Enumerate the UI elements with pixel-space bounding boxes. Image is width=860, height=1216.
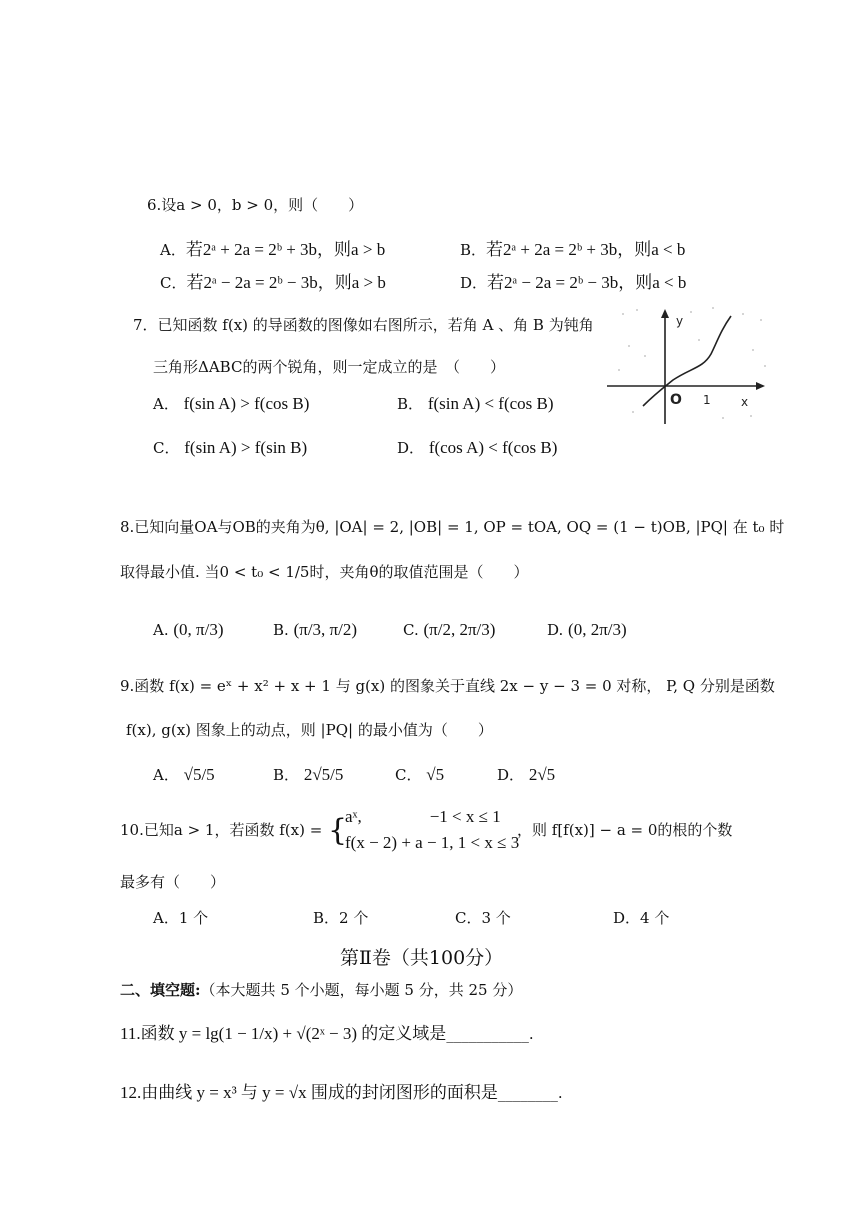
option-letter: A． [153,766,179,784]
option-text: 2√5/5 [303,765,344,784]
q9-option-c [395,765,444,785]
tick-label-1: 1 [703,393,711,407]
q11 [120,1024,534,1044]
option-text: (π/2, 2π/3) [423,620,496,639]
q6-option-c [160,273,386,293]
q10-piece2: f(x − 2) + a − 1, 1 < x ≤ 3 [345,833,520,852]
option-text: f(cos A) < f(cos B) [428,438,558,457]
origin-label: O [670,392,682,408]
option-text: 若2ᵃ − 2a = 2ᵇ − 3b，则a > b [186,273,386,292]
q7-option-d [397,438,557,458]
option-letter: C． [153,439,180,457]
q8-option-d [547,620,627,640]
section-title: 第Ⅱ卷（共100分） [340,947,504,969]
option-letter: B． [397,395,424,413]
option-text: √5/5 [183,765,215,784]
q8-option-c [403,620,495,640]
q7-option-b [397,394,554,414]
option-letter: B． [313,909,340,927]
option-text: (π/3, π/2) [293,620,358,639]
fill-in-instructions: （本大题共 5 个小题，每小题 5 分，共 25 分） [200,981,523,999]
q10-option-a [153,908,208,928]
option-letter: C. [403,621,419,639]
option-text: (0, 2π/3) [568,620,627,639]
q8-option-a [153,620,224,640]
q8-stem-line1: 8.已知向量OA与OB的夹角为θ, |OA| = 2, |OB| = 1, OP = tOA, OQ = (1 − t)OB, |PQ| 在 t₀ 时 [120,518,785,536]
q9-option-b [273,765,343,785]
q12 [120,1083,563,1103]
q12-answer-blank[interactable]: ________. [497,1084,563,1102]
option-text: 4 个 [640,909,670,927]
option-text: 若2ᵃ + 2a = 2ᵇ + 3b，则a > b [185,240,386,259]
q11-text: 11.函数 y = lg(1 − 1/x) + √(2ˣ − 3) 的定义域是 [120,1024,447,1043]
option-text: 若2ᵃ − 2a = 2ᵇ − 3b，则a < b [487,273,687,292]
q7-stem-line1: 7．已知函数 f(x) 的导函数的图像如右图所示，若角 A 、角 B 为钝角 [133,316,594,334]
option-letter: D． [397,439,425,457]
q7-option-a [153,394,309,414]
q10-option-b [313,908,368,928]
x-axis-arrow-icon [756,382,765,390]
option-letter: D． [613,909,641,927]
option-text: f(sin A) < f(cos B) [427,394,554,413]
fill-in-heading [120,980,522,1000]
option-text: (0, π/3) [173,620,224,639]
y-axis-label: y [676,314,684,328]
q7-option-c [153,438,307,458]
derivative-curve [643,316,731,406]
q10-stem-part2: ，则 f[f(x)] − a = 0的根的个数 [517,821,733,839]
q12-text: 12.由曲线 y = x³ 与 y = √x 围成的封闭图形的面积是 [120,1083,498,1102]
q8-stem-line2: 取得最小值. 当0 < t₀ < 1/5时，夹角θ的取值范围是（ ） [120,563,529,581]
option-letter: A. [153,621,169,639]
q10-stem-part1: 10.已知a > 1，若函数 f(x) = [120,821,323,839]
piecewise-brace: { [328,813,348,848]
derivative-graph-svg [603,300,773,428]
option-letter: B． [273,766,300,784]
q10-piece1: aˣ, −1 < x ≤ 1 [345,807,501,826]
option-text: 2√5 [528,765,556,784]
option-letter: A． [160,241,186,259]
option-letter: D. [547,621,564,639]
q10-option-c [455,908,511,928]
y-axis-arrow-icon [661,309,669,318]
option-text: 3 个 [481,909,511,927]
fill-in-label: 二、填空题: [120,981,201,999]
option-text: 2 个 [339,909,369,927]
q6-option-a [160,240,385,260]
q6-stem: 6.设a > 0，b > 0，则（ ） [147,196,364,214]
option-text: √5 [426,765,445,784]
option-letter: C． [455,909,482,927]
option-text: 若2ᵃ + 2a = 2ᵇ + 3b，则a < b [486,240,686,259]
x-axis-label: x [741,395,749,409]
q6-option-d [460,273,686,293]
q11-answer-blank[interactable]: ___________. [446,1025,534,1043]
option-text: f(sin A) > f(sin B) [184,438,308,457]
q9-option-a [153,765,215,785]
option-letter: B． [460,241,487,259]
q10-option-d [613,908,669,928]
option-letter: A． [153,909,179,927]
option-letter: D． [460,274,488,292]
q7-stem-line2: 三角形ΔABC的两个锐角，则一定成立的是 （ ） [153,358,505,376]
q9-stem-line1: 9.函数 f(x) = eˣ + x² + x + 1 与 g(x) 的图象关于直线 2x − y − 3 = 0 对称， P, Q 分别是函数 [120,677,775,695]
derivative-graph [603,300,773,428]
option-letter: D． [497,766,525,784]
q8-option-b [273,620,357,640]
q10-stem-line2: 最多有（ ） [120,873,226,891]
option-letter: C． [395,766,422,784]
option-letter: A． [153,395,179,413]
q6-option-b [460,240,685,260]
option-text: f(sin A) > f(cos B) [183,394,310,413]
option-text: 1 个 [178,909,209,927]
q9-stem-line2: f(x), g(x) 图象上的动点，则 |PQ| 的最小值为（ ） [126,721,493,739]
q9-option-d [497,765,555,785]
option-letter: C． [160,274,187,292]
option-letter: B. [273,621,289,639]
